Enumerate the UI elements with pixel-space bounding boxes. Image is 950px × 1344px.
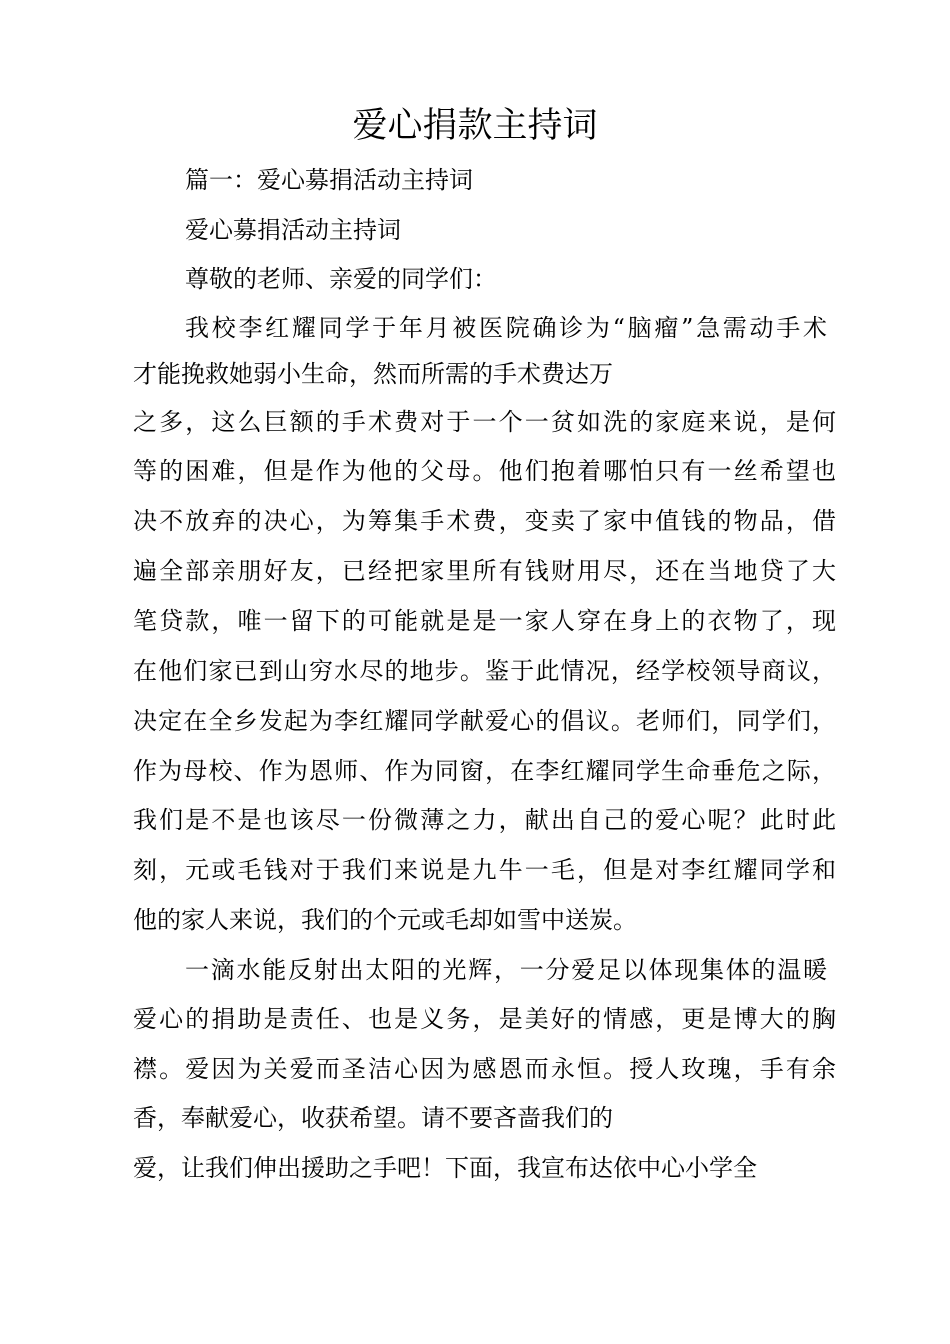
- text-line-content: 在他们家已到山穷水尽的地步。鉴于此情况，经学校领导商议，: [133, 657, 836, 685]
- text-line: [0, 504, 950, 538]
- text-line-content: 香，奉献爱心，收获希望。请不要吝啬我们的: [133, 1104, 613, 1132]
- text-line: [0, 262, 950, 296]
- document-title: 爱心捐款主持词: [352, 106, 598, 146]
- text-line: [0, 1002, 950, 1036]
- text-line-content: 一滴水能反射出太阳的光辉，一分爱足以体现集体的温暖: [185, 956, 827, 984]
- text-line-content: 刻，元或毛钱对于我们来说是九牛一毛，但是对李红耀同学和: [133, 856, 836, 884]
- text-line: [0, 454, 950, 488]
- text-line-content: 尊敬的老师、亲爱的同学们：: [185, 265, 497, 293]
- text-line-content: 笔贷款，唯一留下的可能就是是一家人穿在身上的衣物了，现: [133, 607, 836, 635]
- text-line-content: 决定在全乡发起为李红耀同学献爱心的倡议。老师们，同学们，: [133, 707, 836, 735]
- text-line-content: 爱，让我们伸出援助之手吧！下面，我宣布达依中心小学全: [133, 1154, 757, 1182]
- text-line: [0, 903, 950, 937]
- text-line: [0, 953, 950, 987]
- text-line: [0, 604, 950, 638]
- text-line-content: 作为母校、作为恩师、作为同窗，在李红耀同学生命垂危之际，: [133, 757, 836, 785]
- text-line: [0, 357, 950, 391]
- text-line-content: 决不放弃的决心，为筹集手术费，变卖了家中值钱的物品，借: [133, 507, 836, 535]
- text-line: [0, 311, 950, 345]
- text-line-content: 遍全部亲朋好友，已经把家里所有钱财用尽，还在当地贷了大: [133, 557, 836, 585]
- text-line: [0, 754, 950, 788]
- text-line-content: 等的困难，但是作为他的父母。他们抱着哪怕只有一丝希望也: [133, 457, 836, 485]
- text-line: [0, 163, 950, 197]
- text-line: [0, 554, 950, 588]
- text-line: [0, 405, 950, 439]
- text-line-content: 篇一：爱心募捐活动主持词: [185, 166, 473, 194]
- text-line-content: 襟。爱因为关爱而圣洁心因为感恩而永恒。授人玫瑰，手有余: [133, 1055, 836, 1083]
- text-line-content: 爱心的捐助是责任、也是义务，是美好的情感，更是博大的胸: [133, 1005, 836, 1033]
- text-line: [0, 853, 950, 887]
- text-line-content: 爱心募捐活动主持词: [185, 216, 401, 244]
- text-line: [0, 1052, 950, 1086]
- text-line: [0, 1101, 950, 1135]
- text-line: [0, 1151, 950, 1185]
- text-line-content: 我校李红耀同学于年月被医院确诊为“脑瘤”急需动手术: [185, 314, 827, 342]
- text-line: [0, 213, 950, 247]
- text-line-content: 他的家人来说，我们的个元或毛却如雪中送炭。: [133, 906, 637, 934]
- text-line-content: 才能挽救她弱小生命，然而所需的手术费达万: [133, 360, 613, 388]
- text-line-content: 之多，这么巨额的手术费对于一个一贫如洗的家庭来说，是何: [133, 408, 836, 436]
- text-line-content: 我们是不是也该尽一份微薄之力，献出自己的爱心呢？此时此: [133, 806, 836, 834]
- text-line: [0, 704, 950, 738]
- text-line: [0, 803, 950, 837]
- text-line: [0, 654, 950, 688]
